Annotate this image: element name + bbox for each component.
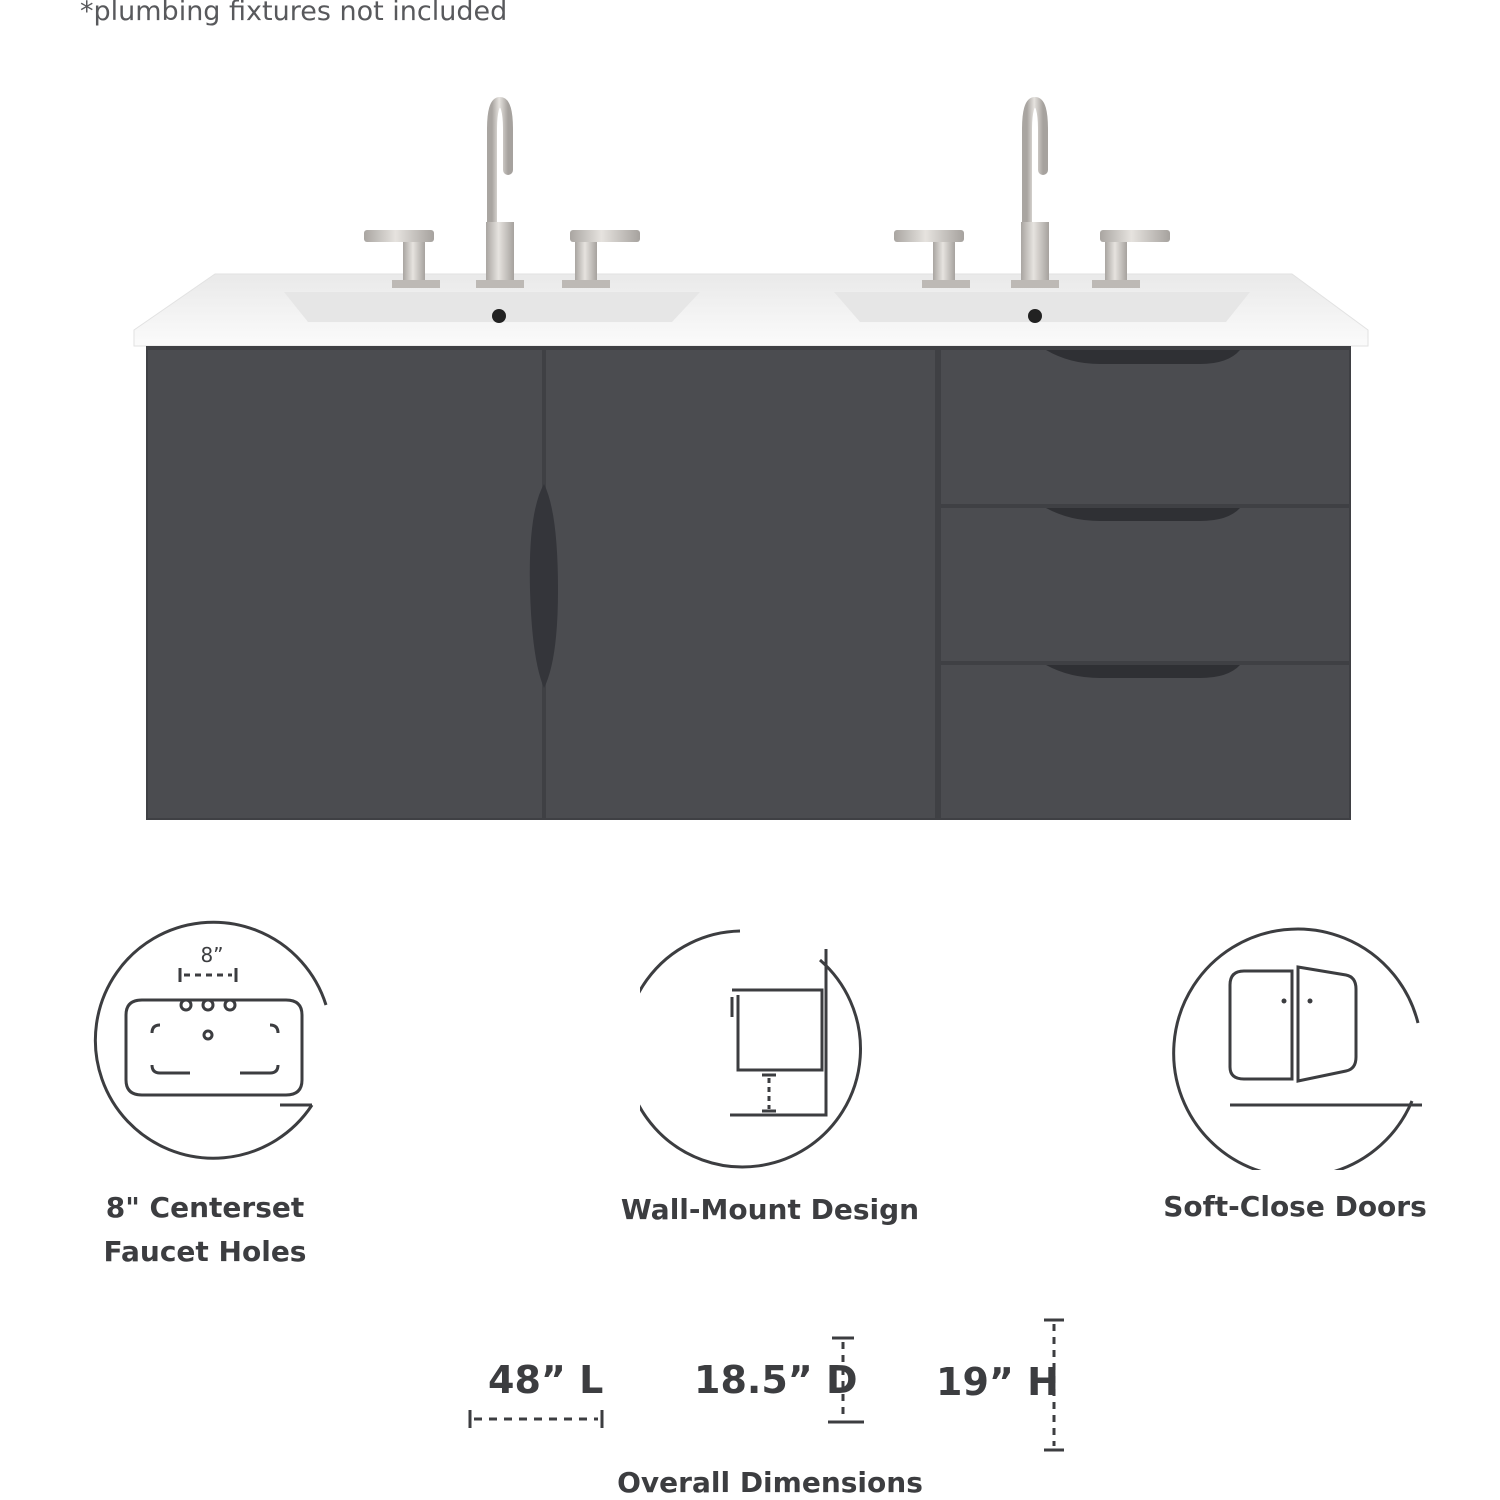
left-basin [284, 292, 700, 322]
height-measure-icon [1040, 1316, 1070, 1454]
right-basin [834, 292, 1250, 322]
length-measure-icon [466, 1406, 606, 1432]
countertop [134, 274, 1368, 346]
soft-close-doors-icon [1160, 905, 1430, 1170]
left-faucet-set [364, 102, 640, 288]
wall-mount-icon [640, 925, 900, 1175]
right-faucet-set [894, 102, 1170, 288]
drawer-bottom [941, 665, 1349, 818]
dimension-depth: 18.5” D [694, 1358, 858, 1402]
right-drain-icon [1028, 309, 1042, 323]
dimension-height: 19” H [936, 1360, 1059, 1404]
depth-measure-icon [826, 1334, 866, 1426]
feature-label-wall-mount: Wall-Mount Design [620, 1193, 920, 1226]
drawer-middle [941, 508, 1349, 661]
feature-label-soft-close: Soft-Close Doors [1163, 1190, 1427, 1223]
faucet-holes-icon [80, 915, 340, 1175]
cabinet [146, 346, 1351, 820]
overall-dimensions-caption: Overall Dimensions [617, 1466, 923, 1499]
left-door [148, 350, 542, 818]
drawer-top [941, 350, 1349, 504]
dimension-length: 48” L [488, 1358, 604, 1402]
right-door [546, 350, 935, 818]
plumbing-note: *plumbing fixtures not included [80, 0, 508, 27]
feature-label-faucet-holes: 8" Centerset Faucet Holes [103, 1191, 307, 1268]
faucet-spacing-label: 8” [200, 943, 224, 967]
left-drain-icon [492, 309, 506, 323]
